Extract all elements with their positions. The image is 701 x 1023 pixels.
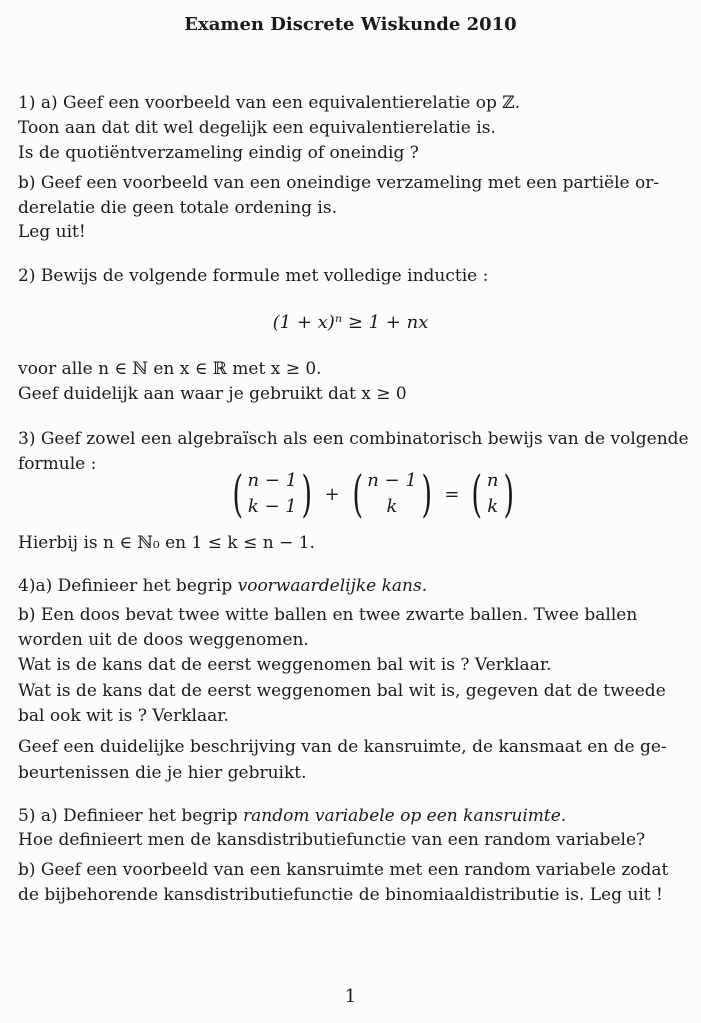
q5-b-line2: de bijbehorende kansdistributiefunctie de binomiaaldistributie is. Leg uit ! (18, 885, 663, 905)
binomial-3-bottom: k (487, 496, 499, 517)
binomial-1: ( n − 1 k − 1 ) (232, 465, 313, 523)
q4-a-term: voorwaardelijke kans. (237, 576, 428, 596)
q4-a-prefix: 4)a) Definieer het begrip (18, 576, 238, 596)
q4-b-line4: Wat is de kans dat de eerst weggenomen bal wit is, gegeven dat de tweede (18, 681, 666, 701)
q4-b-line5: bal ook wit is ? Verklaar. (18, 706, 229, 726)
binomial-2-bottom: k (386, 496, 398, 517)
binomial-2: ( n − 1 k ) (352, 465, 432, 523)
q3-line3: Hierbij is n ∈ ℕ₀ en 1 ≤ k ≤ n − 1. (18, 533, 315, 553)
q1-a-line3: Is de quotiëntverzameling eindig of oneindig ? (18, 143, 419, 163)
q3-line1: 3) Geef zowel een algebraïsch als een combinatorisch bewijs van de volgende (18, 429, 689, 449)
q1-a-line1: 1) a) Geef een voorbeeld van een equivalentierelatie op ℤ. (18, 93, 521, 113)
q1-a-line2: Toon aan dat dit wel degelijk een equivalentierelatie is. (18, 118, 496, 138)
q5-b-line1: b) Geef een voorbeeld van een kansruimte met een random variabele zodat (18, 860, 669, 880)
q1-b-line3: Leg uit! (18, 222, 86, 242)
q4-b-line7: beurtenissen die je hier gebruikt. (18, 763, 307, 783)
q5-a-line2: Hoe definieert men de kansdistributiefunctie van een random variabele? (18, 830, 646, 850)
q5-a-prefix: 5) a) Definieer het begrip (18, 806, 244, 826)
q5-a-term: random variabele op een kansruimte. (243, 806, 567, 826)
q2-formula: (1 + x)ⁿ ≥ 1 + nx (272, 312, 429, 333)
binomial-1-bottom: k − 1 (247, 496, 297, 517)
equals-sign: = (444, 483, 460, 505)
binomial-1-top: n − 1 (247, 470, 298, 491)
binomial-3: ( n k ) (471, 465, 514, 523)
q2-line3: Geef duidelijk aan waar je gebruikt dat x ≥ 0 (18, 384, 407, 404)
q1-b-line2: derelatie die geen totale ordening is. (18, 198, 337, 218)
exam-title: Examen Discrete Wiskunde 2010 (184, 14, 517, 35)
q2-line2: voor alle n ∈ ℕ en x ∈ ℝ met x ≥ 0. (18, 359, 322, 379)
binomial-3-top: n (486, 470, 499, 491)
plus-sign: + (324, 483, 340, 505)
q5-a-line1 (18, 805, 566, 827)
q4-b-line1: b) Een doos bevat twee witte ballen en twee zwarte ballen. Twee ballen (18, 605, 638, 625)
q2-line1: 2) Bewijs de volgende formule met volledige inductie : (18, 266, 489, 286)
q1-b-line1: b) Geef een voorbeeld van een oneindige verzameling met een partiële or- (18, 173, 660, 193)
q4-b-line2: worden uit de doos weggenomen. (18, 630, 309, 650)
q4-a-line (18, 575, 427, 597)
q4-b-line6: Geef een duidelijke beschrijving van de kansruimte, de kansmaat en de ge- (18, 737, 667, 757)
binomial-2-top: n − 1 (367, 470, 417, 491)
q3-formula (228, 466, 518, 522)
q3-line2: formule : (18, 454, 97, 474)
q4-b-line3: Wat is de kans dat de eerst weggenomen bal wit is ? Verklaar. (18, 655, 552, 675)
page-number: 1 (344, 986, 357, 1007)
